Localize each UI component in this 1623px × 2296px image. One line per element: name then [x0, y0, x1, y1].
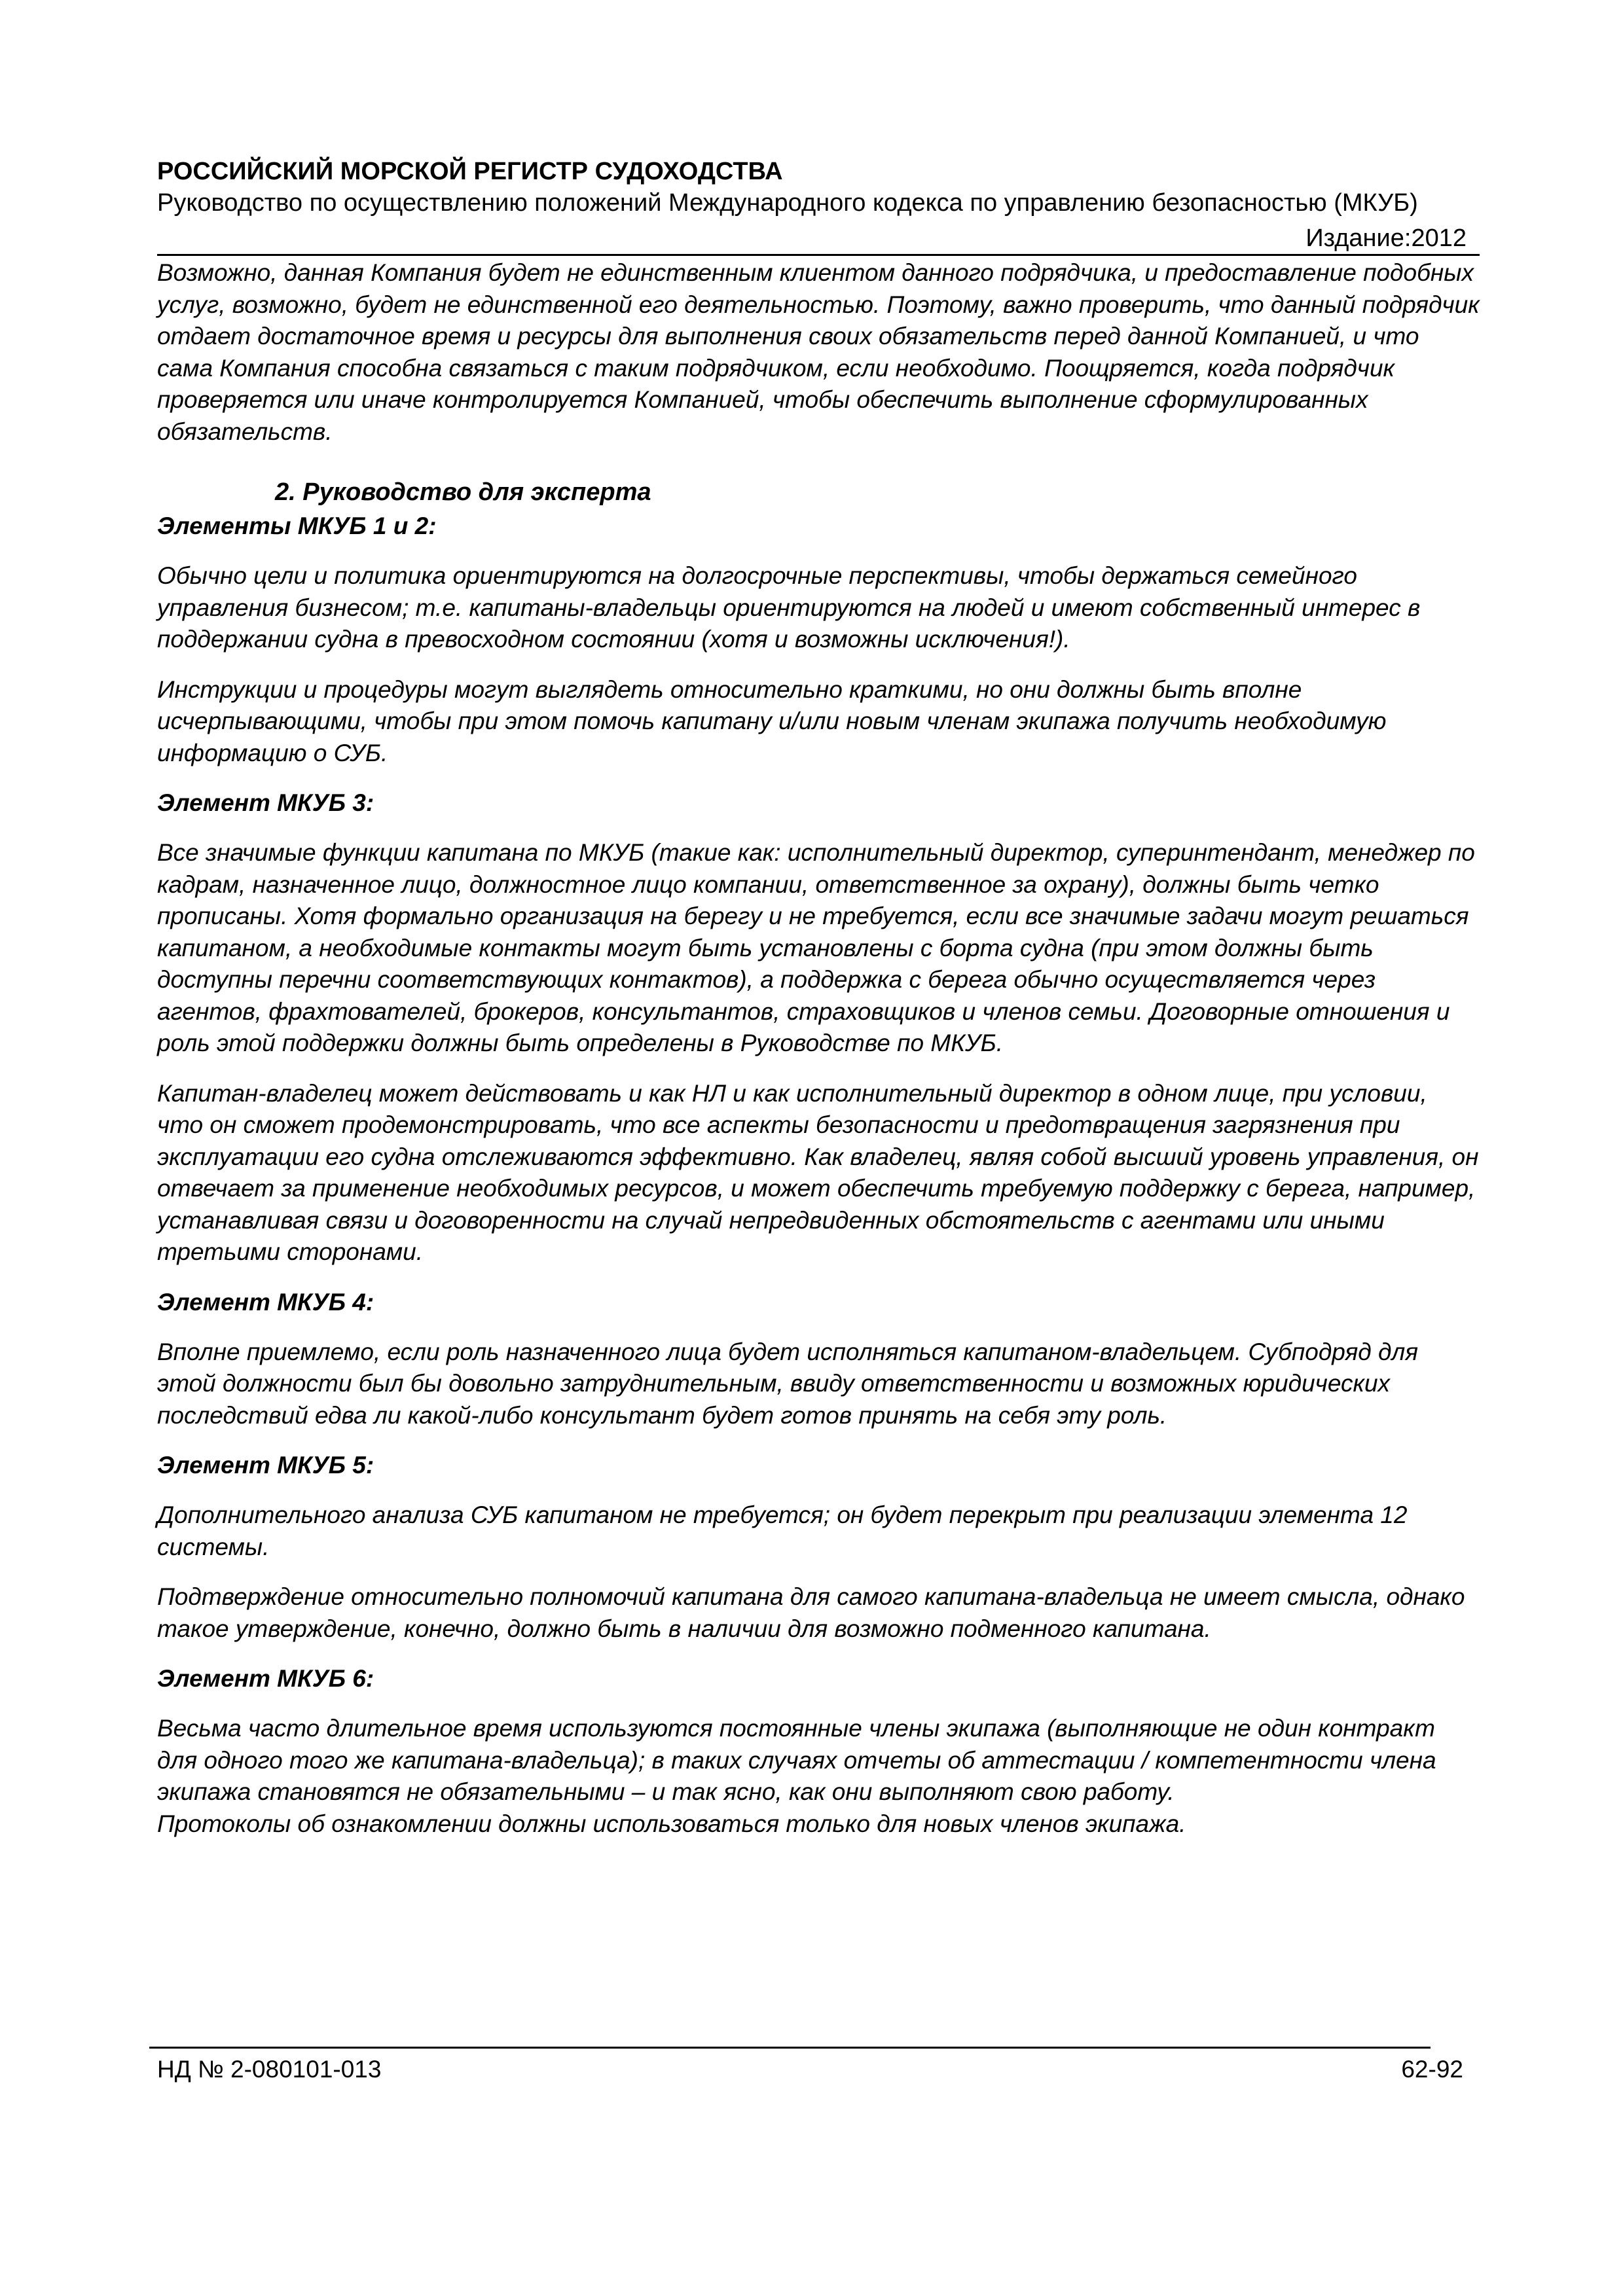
element-paragraph: Дополнительного анализа СУБ капитаном не требуется; он будет перекрыт при реализации элемента 12 системы. — [157, 1501, 1408, 1560]
element-paragraph: Обычно цели и политика ориентируются на долгосрочные перспективы, чтобы держаться семейного управления бизнесом; т.е. капитаны-владельцы ориентируются на людей и имеют собственный интерес в поддержании судна в превосходном состоянии (хотя и возможны исключения!). — [157, 562, 1421, 653]
page-header — [157, 156, 1480, 256]
element-paragraph: Вполне приемлемо, если роль назначенного лица будет исполняться капитаном-владельцем. Субподряд для этой должности был бы довольно затруднительным, ввиду ответственности и возможных юридических последствий едва ли какой-либо консультант будет готов принять на себя эту роль. — [157, 1338, 1419, 1429]
element-block-6 — [157, 1663, 1480, 1840]
element-heading: Элемент МКУБ 4: — [157, 1288, 374, 1316]
element-paragraph: Подтверждение относительно полномочий капитана для самого капитана-владельца не имеет смысла, однако такое утверждение, конечно, должно быть в наличии для возможно подменного капитана. — [157, 1583, 1465, 1642]
element-block-4 — [157, 1287, 1480, 1432]
element-paragraph: Инструкции и процедуры могут выглядеть относительно краткими, но они должны быть вполне исчерпывающими, чтобы при этом помочь капитану и/или новым членам экипажа получить необходимую информацию о СУБ. — [157, 675, 1387, 766]
document-number: НД № 2-080101-013 — [157, 2056, 382, 2083]
intro-paragraph: Возможно, данная Компания будет не единственным клиентом данного подрядчика, и предоставление подобных услуг, возможно, будет не единственной его деятельностью. Поэтому, важно проверить, что данный подрядчик отдает достаточное время и ресурсы для выполнения своих обязательств перед данной Компанией, и что сама Компания способна связаться с таким подрядчиком, если необходимо. Поощряется, когда подрядчик проверяется или иначе контролируется Компанией, чтобы обеспечить выполнение сформулированных обязательств. — [157, 259, 1480, 445]
document-title: Руководство по осуществлению положений Международного кодекса по управлению безопасностью (МКУБ) — [157, 189, 1418, 217]
element-block-1-2 — [157, 511, 1480, 769]
section-title: 2. Руководство для эксперта — [275, 478, 651, 506]
page-number: 62-92 — [1401, 2056, 1463, 2083]
element-heading: Элемент МКУБ 5: — [157, 1452, 374, 1479]
organization-name: РОССИЙСКИЙ МОРСКОЙ РЕГИСТР СУДОХОДСТВА — [157, 158, 783, 185]
page-footer — [149, 2047, 1463, 2093]
edition-label: Издание:2012 — [1305, 224, 1467, 252]
document-page — [157, 156, 1480, 1840]
element-heading: Элемент МКУБ 6: — [157, 1665, 374, 1692]
element-paragraph: Протоколы об ознакомлении должны использоваться только для новых членов экипажа. — [157, 1810, 1186, 1837]
element-paragraph: Все значимые функции капитана по МКУБ (такие как: исполнительный директор, суперинтендант, менеджер по кадрам, назначенное лицо, должностное лицо компании, ответственное за охрану), должны быть четко прописаны. Хотя формально организация на берегу и не требуется, если все значимые задачи могут решаться капитаном, а необходимые контакты могут быть установлены с борта судна (при этом должны быть доступны перечни соответствующих контактов), а поддержка с берега обычно осуществляется через агентов, фрахтователей, брокеров, консультантов, страховщиков и членов семьи. Договорные отношения и роль этой поддержки должны быть определены в Руководстве по МКУБ. — [157, 839, 1475, 1056]
element-block-5 — [157, 1450, 1480, 1645]
element-paragraph: Весьма часто длительное время используются постоянные члены экипажа (выполняющие не один контракт для одного того же капитана-владельца); в таких случаях отчеты об аттестации / компетентности члена экипажа становятся не обязательными – и так ясно, как они выполняют свою работу. — [157, 1715, 1436, 1805]
element-heading: Элементы МКУБ 1 и 2: — [157, 512, 437, 539]
element-heading: Элемент МКУБ 3: — [157, 789, 374, 816]
element-block-3 — [157, 787, 1480, 1268]
element-paragraph: Капитан-владелец может действовать и как НЛ и как исполнительный директор в одном лице, при условии, что он сможет продемонстрировать, что все аспекты безопасности и предотвращения загрязнения при эксплуатации его судна отслеживаются эффективно. Как владелец, являя собой высший уровень управления, он отвечает за применение необходимых ресурсов, и может обеспечить требуемую поддержку с берега, например, устанавливая связи и договоренности на случай непредвиденных обстоятельств с агентами или иными третьими сторонами. — [157, 1079, 1479, 1265]
header-divider — [157, 254, 1480, 256]
